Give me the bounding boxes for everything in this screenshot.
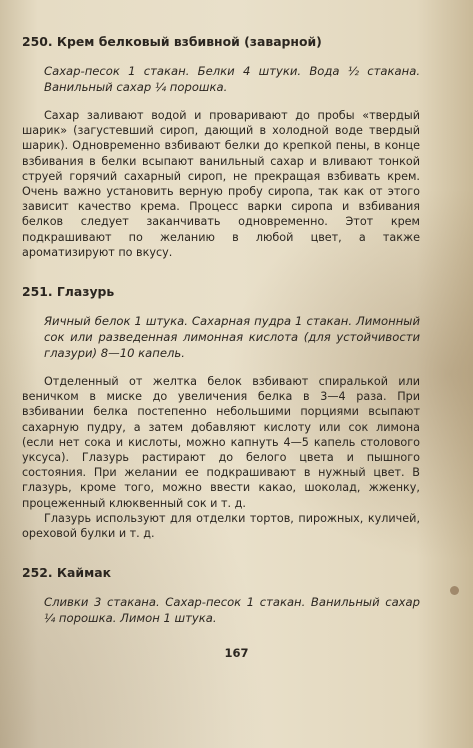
recipe-251-paragraph-2: Глазурь используют для отделки тортов, пирожных, куличей, ореховой булки и т. д. xyxy=(22,511,420,541)
recipe-250-title: Крем белковый взбивной (заварной) xyxy=(56,34,322,49)
recipe-250-heading xyxy=(22,34,420,50)
recipe-251-paragraph-1: Отделенный от желтка белок взбивают спиралькой или веничком в миске до увеличения белка в 3—4 раза. При взбивании белка постепенно небольшими порциями всыпают сахарную пудру, а затем добавляют кислоту или сок лимона (если нет сока и кислоты, можно капнуть 4—5 капель столового уксуса). Глазурь растирают до белого цвета и пышного состояния. При желании ее подкрашивают в нужный цвет. В глазурь, кроме того, можно ввести какао, шоколад, жженку, процеженный клюквенный сок и т. д. xyxy=(22,375,420,510)
paper-stain xyxy=(450,586,459,595)
recipe-252-title: Каймак xyxy=(56,565,111,581)
recipe-251-title: Глазурь xyxy=(56,284,115,300)
recipe-251-heading xyxy=(22,284,420,300)
page-number: 167 xyxy=(224,646,249,660)
recipe-250-ingredients: Сахар-песок 1 стакан. Белки 4 штуки. Вода ½ стакана. Ванильный сахар ¼ порошка. xyxy=(44,64,420,94)
recipe-251-ingredients: Яичный белок 1 штука. Сахарная пудра 1 стакан. Лимонный сок или разведенная лимонная кислота (для устойчивости глазури) 8—10 капель. xyxy=(44,314,420,361)
recipe-250-number: 250. xyxy=(22,34,53,49)
recipe-250-paragraph: Сахар заливают водой и проваривают до пробы «твердый шарик» (загустевший сироп, дающий в холодной воде твердый шарик). Одновременно взбивают белки до крепкой пены, в конце взбивания в белки всыпают ванильный сахар и вливают тонкой струей горячий сахарный сироп, не прекращая взбивать крем. Очень важно установить верную пробу сиропа, так как от этого зависит качество крема. Процесс варки сиропа и взбивания белков следует заканчивать одновременно. Этот крем подкрашивают по желанию в любой цвет, а также ароматизируют по вкусу. xyxy=(22,109,420,259)
recipe-252-heading xyxy=(22,565,420,581)
recipe-252-ingredients: Сливки 3 стакана. Сахар-песок 1 стакан. Ванильный сахар ¼ порошка. Лимон 1 штука. xyxy=(44,595,420,626)
page-content xyxy=(22,34,420,626)
recipe-252-number: 252. xyxy=(22,565,53,581)
recipe-251-number: 251. xyxy=(22,284,53,300)
